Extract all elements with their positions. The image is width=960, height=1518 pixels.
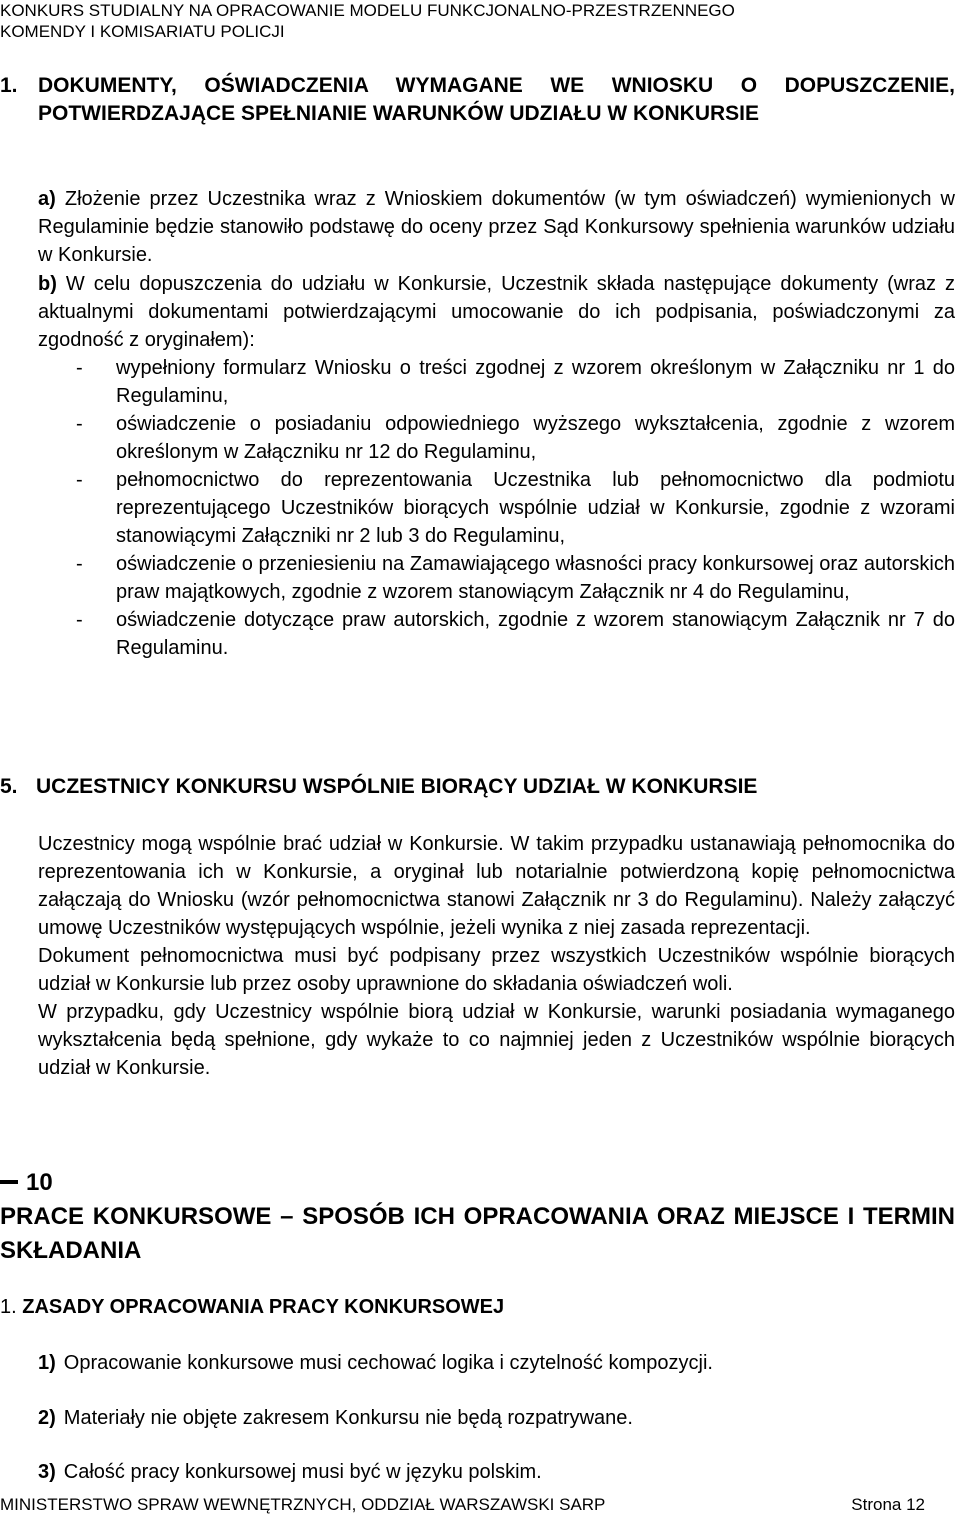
list-item: [38, 606, 955, 662]
list-item: [38, 466, 955, 550]
list-item-number: 1): [38, 1352, 56, 1374]
subsection-title: ZASADY OPRACOWANIA PRACY KONKURSOWEJ: [22, 1296, 505, 1318]
list-item-number: 3): [38, 1461, 56, 1483]
list-item: [38, 410, 955, 466]
list-item-text: oświadczenie dotyczące praw autorskich, zgodnie z wzorem stanowiącym Załącznik nr 7 do Regulaminu.: [116, 609, 955, 659]
dash-bullet: -: [76, 413, 83, 435]
subsection-heading: [0, 1293, 504, 1321]
item-b: [38, 270, 955, 354]
list-item: [38, 1404, 633, 1432]
chapter-number: 10: [26, 1169, 53, 1196]
list-item-text: oświadczenie o posiadaniu odpowiedniego wyższego wykształcenia, zgodnie z wzorem określonym w Załączniku nr 12 do Regulaminu,: [116, 413, 955, 463]
list-item: [38, 354, 955, 410]
dash-bullet: -: [76, 553, 83, 575]
list-item-text: wypełniony formularz Wniosku o treści zgodnej z wzorem określonym w Załączniku nr 1 do Regulaminu,: [116, 357, 955, 407]
paragraph: Dokument pełnomocnictwa musi być podpisany przez wszystkich Uczestników wspólnie biorących udział w Konkursie lub przez osoby uprawnione do składania oświadczeń woli.: [38, 945, 955, 995]
item-b-text: W celu dopuszczenia do udziału w Konkursie, Uczestnik składa następujące dokumenty (wraz z aktualnymi dokumentami potwierdzającymi umocowanie do ich podpisania, poświadczonymi za zgodność z oryginałem):: [38, 273, 955, 351]
header-line-1: KONKURS STUDIALNY NA OPRACOWANIE MODELU FUNKCJONALNO-PRZESTRZENNEGO: [0, 1, 735, 20]
heading-marker-icon: [0, 1180, 18, 1184]
list-item-text: pełnomocnictwo do reprezentowania Uczestnika lub pełnomocnictwo dla podmiotu reprezentującego Uczestników biorących wspólnie udział w Konkursie, zgodnie z wzorami stanowiącymi Załączniki nr 2 lub 3 do Regulaminu,: [116, 469, 955, 547]
page-number: Strona 12: [851, 1495, 925, 1514]
footer-organization: MINISTERSTWO SPRAW WEWNĘTRZNYCH, ODDZIAŁ WARSZAWSKI SARP: [0, 1495, 606, 1514]
dash-bullet: -: [76, 469, 83, 491]
list-item-text: oświadczenie o przeniesieniu na Zamawiającego własności pracy konkursowej oraz autorskich praw majątkowych, zgodnie z wzorem stanowiącym Załącznik nr 4 do Regulaminu,: [116, 553, 955, 603]
section-5-number: 5.: [0, 775, 18, 798]
item-a-text: Złożenie przez Uczestnika wraz z Wnioskiem dokumentów (w tym oświadczeń) wymienionych w Regulaminie będzie stanowiło podstawę do oceny przez Sąd Konkursowy spełnienia warunków udziału w Konkursie.: [38, 188, 955, 266]
list-item-text: Materiały nie objęte zakresem Konkursu nie będą rozpatrywane.: [63, 1407, 633, 1429]
paragraph: Uczestnicy mogą wspólnie brać udział w Konkursie. W takim przypadku ustanawiają pełnomocnika do reprezentowania ich w Konkursie, a oryginał lub notarialnie potwierdzoną kopię pełnomocnictwa załączają do Wniosku (wzór pełnomocnictwa stanowi Załącznik nr 3 do Regulaminu). Należy załączyć umowę Uczestników występujących wspólnie, jeżeli wynika z niej zasada reprezentacji.: [38, 833, 955, 939]
subsection-number: 1.: [0, 1296, 17, 1318]
page-footer: [0, 1494, 925, 1516]
section-1-heading: [0, 72, 955, 128]
header-line-2: KOMENDY I KOMISARIATU POLICJI: [0, 22, 285, 41]
list-item: [38, 1458, 542, 1486]
chapter-title: PRACE KONKURSOWE – SPOSÓB ICH OPRACOWANIA ORAZ MIEJSCE I TERMIN SKŁADANIA: [0, 1203, 955, 1264]
list-item: [38, 550, 955, 606]
required-documents-list: [38, 354, 955, 662]
list-item-text: Całość pracy konkursowej musi być w języku polskim.: [63, 1461, 542, 1483]
section-5-heading: [0, 773, 757, 801]
section-1-number: 1.: [0, 74, 18, 97]
item-a: [38, 185, 955, 269]
section-5-title: UCZESTNICY KONKURSU WSPÓLNIE BIORĄCY UDZIAŁ W KONKURSIE: [36, 775, 758, 798]
running-header: [0, 0, 735, 42]
list-item: [38, 1349, 713, 1377]
paragraph: W przypadku, gdy Uczestnicy wspólnie biorą udział w Konkursie, warunki posiadania wymaganego wykształcenia będą spełnione, gdy wykaże to co najmniej jeden z Uczestników wspólnie biorących udział w Konkursie.: [38, 1001, 955, 1079]
section-1-title: DOKUMENTY, OŚWIADCZENIA WYMAGANE WE WNIOSKU O DOPUSZCZENIE, POTWIERDZAJĄCE SPEŁNIANIE WARUNKÓW UDZIAŁU W KONKURSIE: [38, 74, 955, 125]
dash-bullet: -: [76, 357, 83, 379]
list-item-text: Opracowanie konkursowe musi cechować logika i czytelność kompozycji.: [63, 1352, 713, 1374]
chapter-heading: [0, 1166, 955, 1268]
chapter-number-line: [0, 1166, 955, 1200]
list-item-number: 2): [38, 1407, 56, 1429]
item-b-label: b): [38, 273, 57, 295]
section-5-body: [38, 830, 955, 1082]
dash-bullet: -: [76, 609, 83, 631]
item-a-label: a): [38, 188, 56, 210]
